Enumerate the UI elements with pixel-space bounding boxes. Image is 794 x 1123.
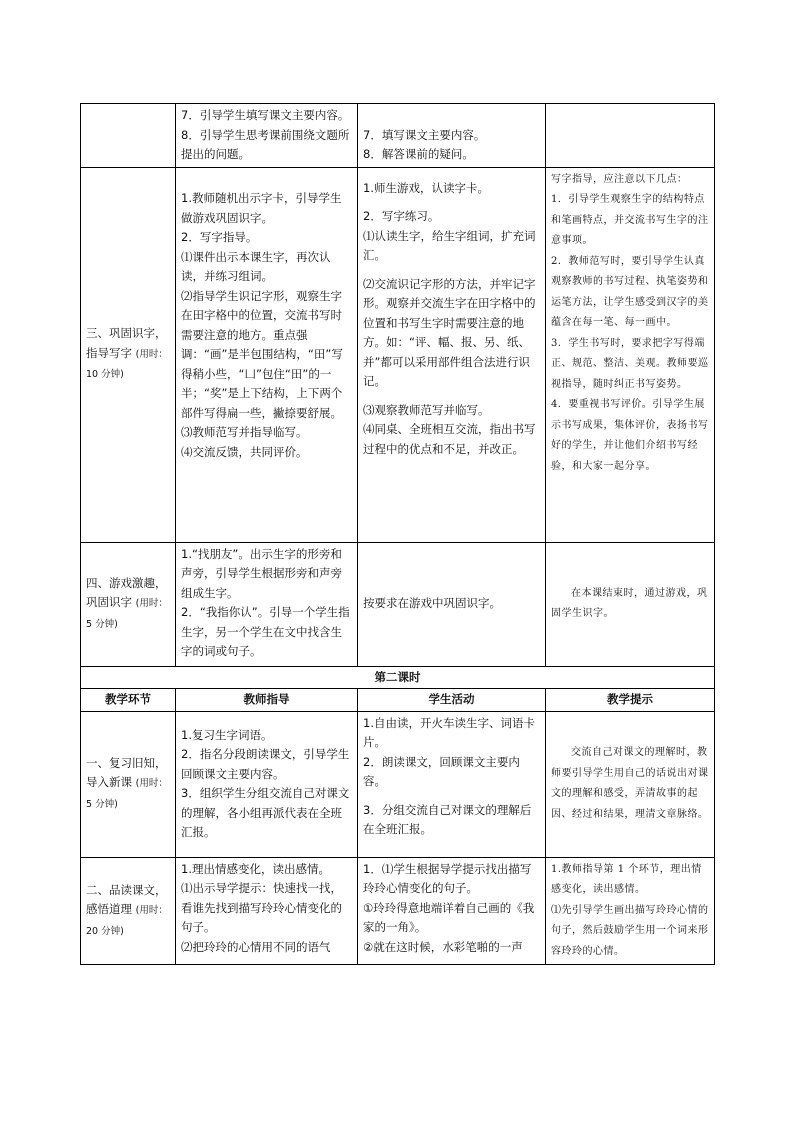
text-line: ⑵指导学生识记字形，观察生字在田字格中的位置，交流书写时需要注意的地方。重点强调：“画”是半包围结构，“田”写得稍小些，“凵”包住“田”的一半；“奖”是上下结构，上下两个部件写得扁一些，撇捺要舒展。: [181, 288, 343, 420]
lesson-plan-page: [80, 103, 714, 965]
text-line: 4．要重视书写评价。引导学生展示书写成果，集体评价，表扬书写好的学生，并让他们介绍书写经验，和大家一起分享。: [551, 399, 709, 472]
table-row-section3: [81, 167, 715, 542]
teaching-tips-cell: [546, 167, 715, 542]
section-time: (用时：20 分钟): [86, 905, 168, 937]
section-title-cell: [81, 542, 176, 666]
teacher-guidance-cell: [176, 711, 358, 857]
section-time: (用时：5 分钟): [86, 778, 168, 810]
column-header: 学生活动: [358, 689, 546, 712]
teaching-tips-cell: [546, 104, 715, 168]
text-line: 1.复习生字词语。: [181, 727, 273, 742]
text-line: ⑴出示导学提示：快速找一找，看谁先找到描写玲玲心情变化的句子。: [181, 881, 342, 934]
text-line: 在本课结束时，通过游戏，巩固学生识字。: [551, 587, 708, 619]
text-line: 8．引导学生思考课前围绕文题所提出的问题。: [181, 127, 350, 161]
teacher-guidance-cell: [176, 542, 358, 666]
text-line: 1.教师随机出示字卡，引导学生做游戏巩固识字。: [181, 191, 342, 225]
lesson-plan-table: [80, 103, 715, 965]
text-line: ①玲玲得意地端详着自己画的《我家的一角》。: [363, 900, 535, 934]
text-line: 2．写字练习。: [363, 209, 440, 223]
table-row-reading: [81, 857, 715, 965]
teacher-guidance-cell: [176, 104, 358, 168]
lesson-title-cell: [81, 666, 715, 689]
section-title: 三、巩固识字，指导写字: [86, 326, 167, 360]
text-line: ⑴先引导学生画出描写玲玲心情的句子，然后鼓励学生用一个词来形容玲玲的心情。: [551, 904, 709, 957]
text-line: 1.自由读，开火车读生字、词语卡片。: [363, 715, 535, 749]
text-line: 1．引导学生观察生字的结构特点和笔画特点，并交流书写生字的注意事项。: [551, 194, 709, 246]
table-row-review: [81, 711, 715, 857]
text-line: 2．写字指导。: [181, 230, 258, 244]
text-line: ⑷交流反馈，共同评价。: [181, 444, 308, 459]
text-line: ⑵交流识记字形的方法，并牢记字形。观察并交流生字在田字格中的位置和书写生字时需要注意的地方。如：“评、幅、报、另、纸、并”都可以采用部件组合法进行识记。: [363, 276, 536, 388]
student-activity-cell: [358, 711, 546, 857]
text-line: 8．解答课前的疑问。: [363, 147, 474, 161]
text-line: 1.理出情感变化，读出感情。: [181, 861, 330, 876]
table-row-continued: [81, 104, 715, 168]
section-title-cell: [81, 857, 176, 965]
text-line: ⑷同桌、全班相互交流，指出书写过程中的优点和不足，并改正。: [363, 422, 536, 456]
table-row-lesson-title: [81, 666, 715, 689]
section-time: (用时：10 分钟): [86, 348, 168, 381]
text-line: 1．⑴学生根据导学提示找出描写玲玲心情变化的句子。: [363, 861, 532, 895]
student-activity-cell: [358, 542, 546, 666]
text-line: 1.教师指导第 1 个环节，理出情感变化，读出感情。: [551, 863, 702, 895]
teacher-guidance-cell: [176, 857, 358, 965]
column-header: 教师指导: [176, 689, 358, 712]
teaching-tips-cell: [546, 542, 715, 666]
teacher-guidance-cell: [176, 167, 358, 542]
text-line: 3．学生书写时，要求把字写得端正、规范、整洁、美观。教师要巡视指导，随时纠正书写姿势。: [551, 337, 709, 390]
text-line: 按要求在游戏中巩固识字。: [363, 596, 501, 611]
text-line: ⑴认读生字，给生字组词，扩充词汇。: [363, 228, 536, 262]
text-line: ⑶观察教师范写并临写。: [363, 402, 490, 417]
text-line: 3．分组交流自己对课文的理解后在全班汇报。: [363, 802, 532, 836]
text-line: ⑴课件出示本课生字，再次认读，并练习组词。: [181, 249, 331, 283]
section-cell-empty: [81, 104, 176, 168]
text-line: 7．填写课文主要内容。: [363, 127, 486, 142]
teaching-tips-cell: [546, 857, 715, 965]
student-activity-cell: [358, 857, 546, 965]
section-title-cell: [81, 167, 176, 542]
text-line: ⑶教师范写并指导临写。: [181, 425, 308, 439]
text-line: ②就在这时候，水彩笔啪的一声: [363, 939, 523, 954]
table-row-section4: [81, 542, 715, 666]
section-title-cell: [81, 711, 176, 857]
text-line: 3．组织学生分组交流自己对课文的理解，各小组再派代表在全班汇报。: [181, 786, 350, 839]
section-title: 四、游戏激趣，巩固识字: [86, 575, 167, 610]
teaching-tips-cell: [546, 711, 715, 857]
text-line: ⑵把玲玲的心情用不同的语气: [181, 939, 331, 954]
table-header-row: [81, 689, 715, 712]
text-line: 2．“我指你认”。引导一个学生指生字，另一个学生在文中找含生字的词或句子。: [181, 605, 350, 658]
section-time: (用时：5 分钟): [86, 598, 168, 630]
text-line: 2．指名分段朗读课文，引导学生回顾课文主要内容。: [181, 747, 350, 781]
text-line: 写字指导，应注意以下几点：: [551, 173, 688, 185]
student-activity-cell: [358, 104, 546, 168]
section-title: 一、复习旧知，导入新课: [86, 755, 167, 790]
text-line: 2．朗读课文，回顾课文主要内容。: [363, 754, 520, 788]
section-title: 二、品读课文，感悟道理: [86, 882, 167, 916]
column-header: 教学环节: [81, 689, 176, 712]
text-line: 2．教师范写时，要引导学生认真观察教师的书写过程、执笔姿势和运笔方法，让学生感受到汉字的美蕴含在每一笔、每一画中。: [551, 255, 709, 328]
student-activity-cell: [358, 167, 546, 542]
text-line: 7．引导学生填写课文主要内容。: [181, 108, 350, 122]
text-line: 1.师生游戏，认读字卡。: [363, 180, 489, 195]
lesson-title: 第二课时: [374, 669, 421, 684]
text-line: 1.“找朋友”。出示生字的形旁和声旁，引导学生根据形旁和声旁组成生字。: [181, 546, 342, 600]
column-header: 教学提示: [546, 689, 715, 712]
text-line: 交流自己对课文的理解时，教师要引导学生用自己的话说出对课文的理解和感受，弄清故事的起因、经过和结果，理清文章脉络。: [551, 747, 709, 820]
